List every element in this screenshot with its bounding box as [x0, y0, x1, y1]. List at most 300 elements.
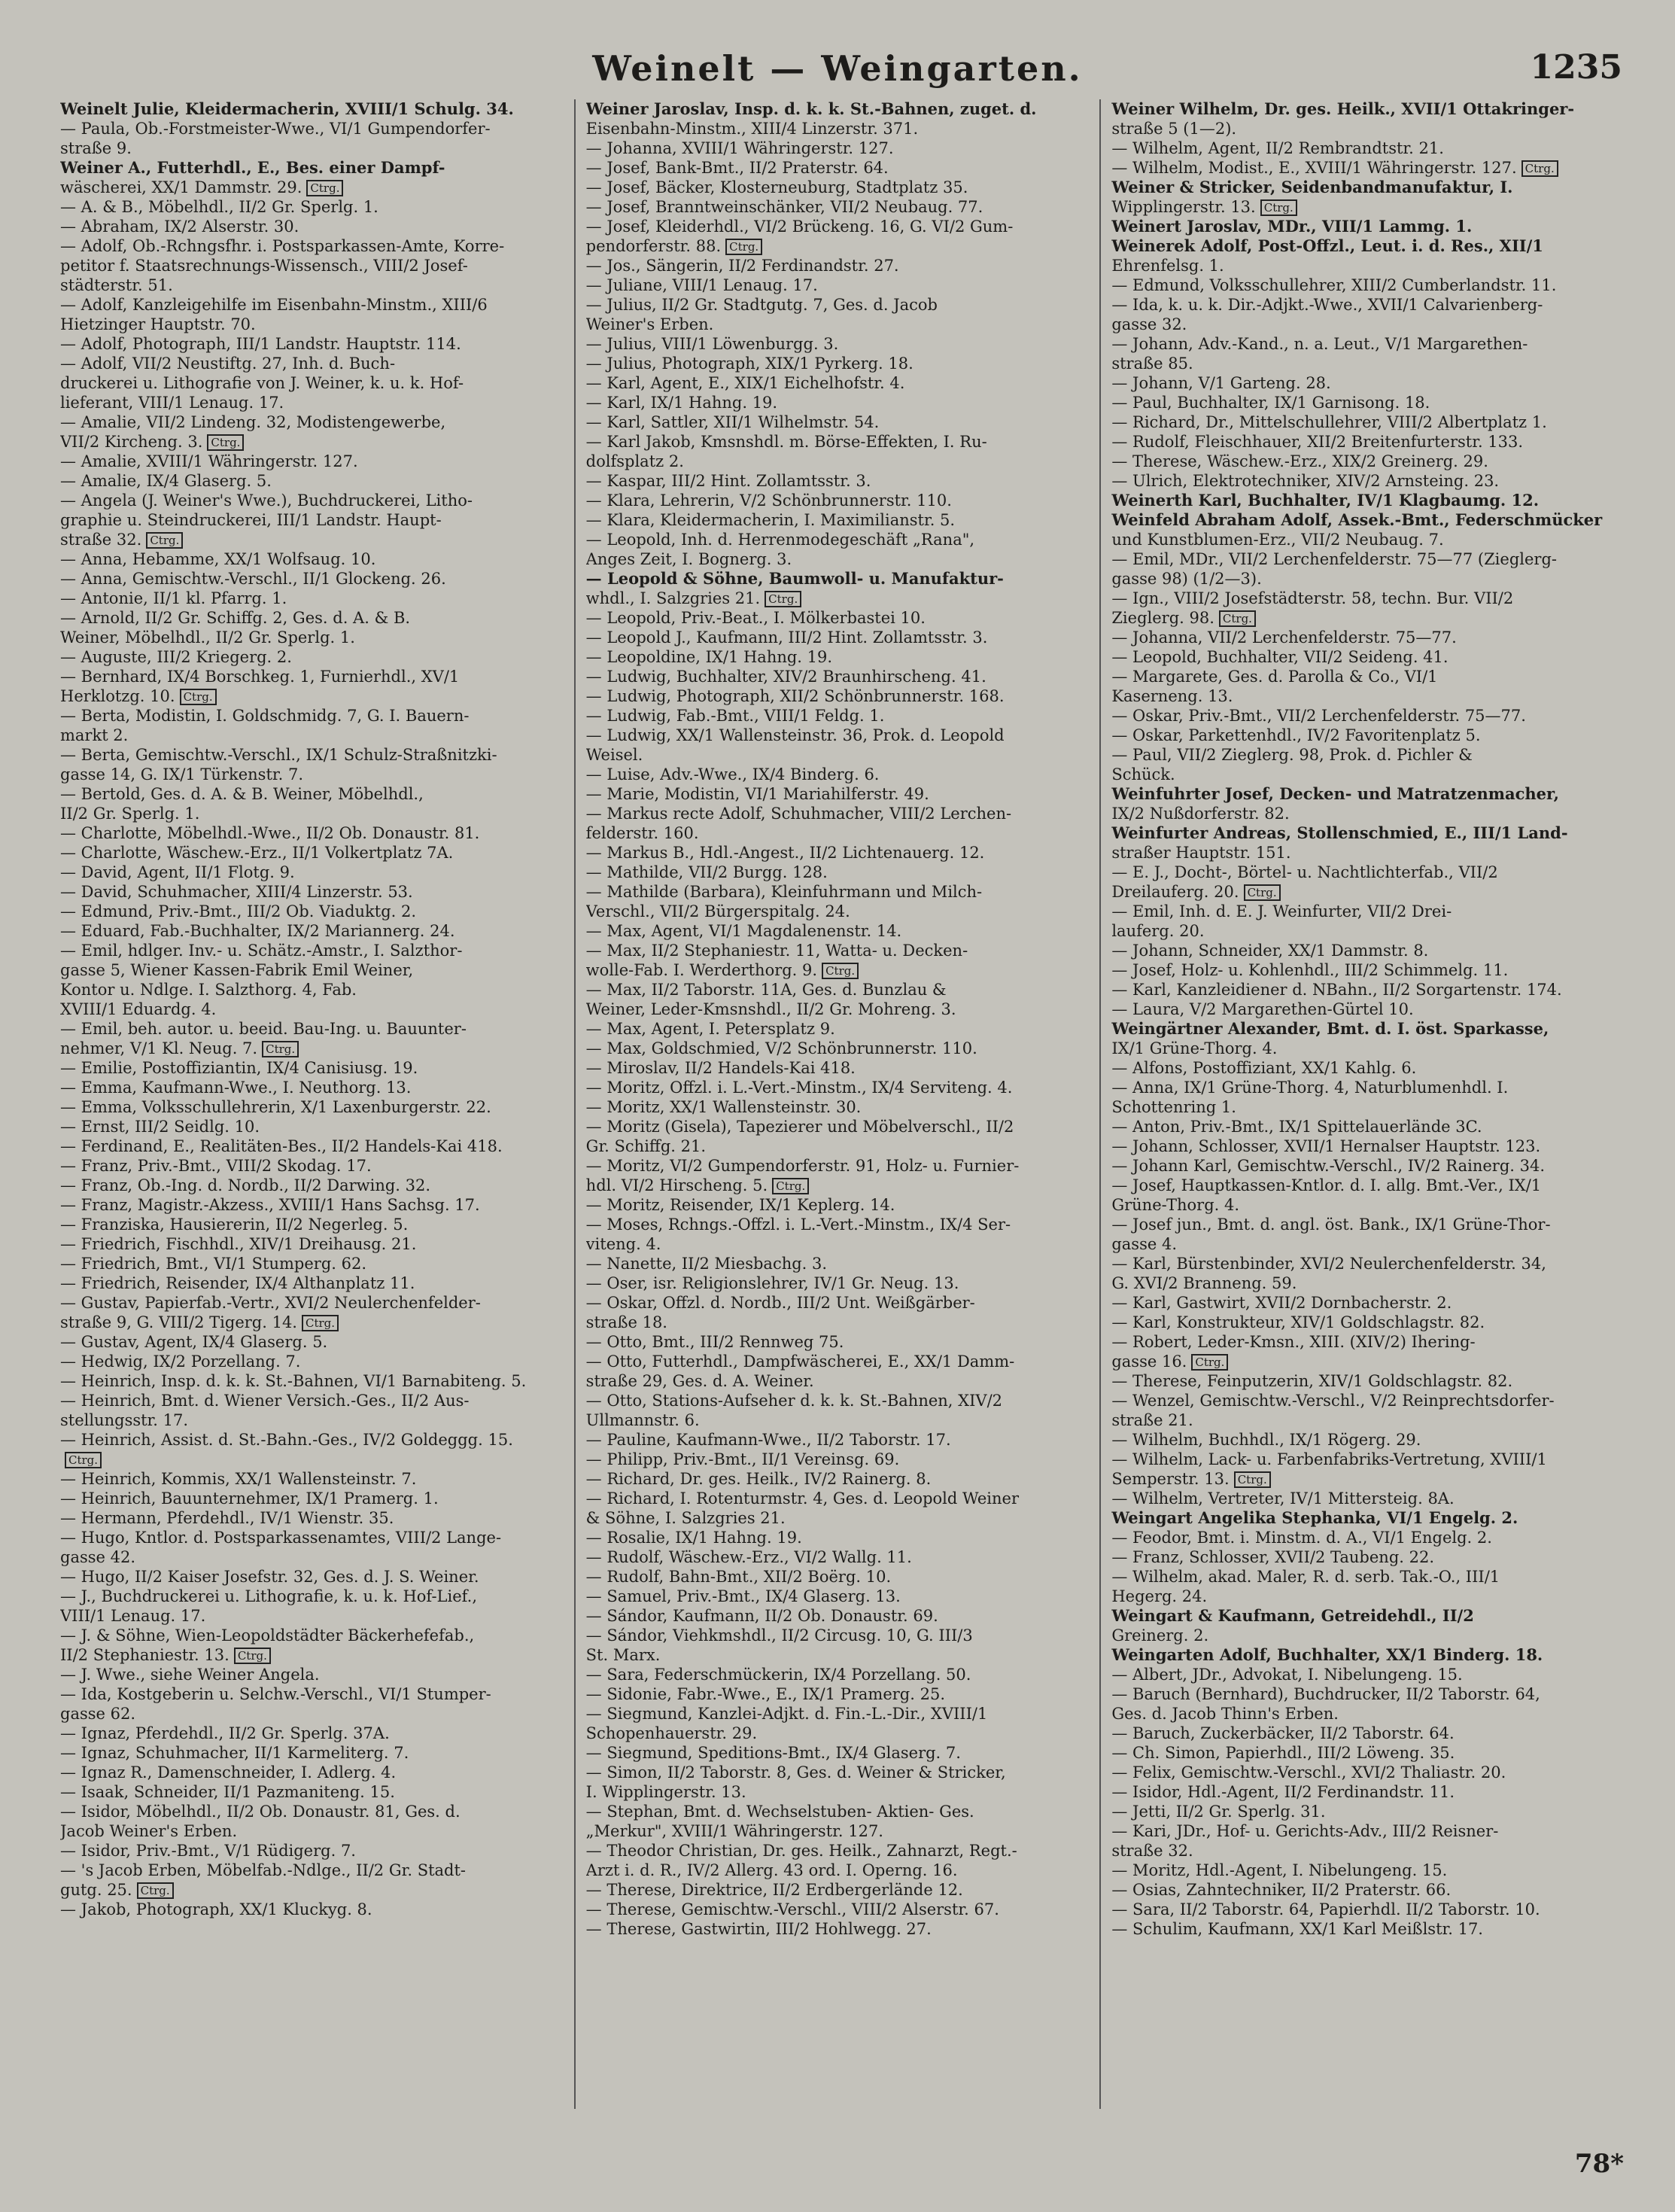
entry-text: — Edmund, Priv.-Bmt., III/2 Ob. Viaduktg. 2. [60, 902, 417, 920]
entry-line [60, 882, 564, 902]
entry-line [60, 726, 564, 745]
entry-text: — Karl, Sattler, XII/1 Wilhelmstr. 54. [585, 413, 880, 431]
entry-text: — Adolf, Photograph, III/1 Landstr. Hauptstr. 114. [60, 335, 461, 353]
entry-text: felderstr. 160. [585, 824, 699, 842]
entry-line [1111, 1587, 1615, 1606]
entry-text: gasse 5, Wiener Kassen-Fabrik Emil Weiner, [60, 961, 414, 979]
entry-line [60, 706, 564, 726]
entry-text: — Ida, Kostgeberin u. Selchw.-Verschl., VI/1 Stumper- [60, 1685, 491, 1703]
entry-line [60, 178, 564, 197]
registered-firm-badge: Ctrg. [765, 591, 801, 607]
entry-text: — Friedrich, Bmt., VI/1 Stumperg. 62. [60, 1255, 367, 1273]
entry-line [60, 1254, 564, 1273]
entry-line [60, 843, 564, 863]
entry-text: druckerei u. Lithografie von J. Weiner, k. u. k. Hof- [60, 374, 464, 392]
entry-text: — Edmund, Volksschullehrer, XIII/2 Cumberlandstr. 11. [1111, 276, 1557, 294]
entry-line [1111, 1782, 1615, 1802]
entry-line [1111, 726, 1615, 745]
entry-heading [1111, 1606, 1615, 1626]
page-number: 1235 [1530, 48, 1622, 87]
entry-text: — Klara, Lehrerin, V/2 Schönbrunnerstr. 110. [585, 491, 952, 510]
entry-text: — J. Wwe., siehe Weiner Angela. [60, 1666, 320, 1684]
entry-line [60, 1176, 564, 1195]
entry-text: gasse 32. [1111, 315, 1187, 333]
entry-text: — Pauline, Kaufmann-Wwe., II/2 Taborstr. 17. [585, 1431, 951, 1449]
entry-line [1111, 1293, 1615, 1313]
entry-text: — Sara, II/2 Taborstr. 64, Papierhdl. II/2 Taborstr. 10. [1111, 1900, 1540, 1918]
entry-line [586, 1078, 1090, 1097]
entry-line [586, 295, 1090, 315]
entry-line [586, 549, 1090, 569]
entry-text: Ullmannstr. 6. [585, 1411, 700, 1429]
entry-line [1111, 452, 1615, 471]
entry-line [586, 1215, 1090, 1234]
entry-text: — Heinrich, Bauunternehmer, IX/1 Pramerg. 1. [60, 1489, 439, 1508]
entry-line [586, 1058, 1090, 1078]
entry-text: XVIII/1 Eduardg. 4. [60, 1000, 217, 1018]
entry-text: — Philipp, Priv.-Bmt., II/1 Vereinsg. 69. [585, 1450, 900, 1468]
entry-text: — Josef, Bäcker, Klosterneuburg, Stadtplatz 35. [585, 178, 968, 196]
entry-line [586, 138, 1090, 158]
entry-text: straße 5 (1—2). [1111, 120, 1237, 138]
entry-text: — Marie, Modistin, VI/1 Mariahilferstr. 49. [585, 785, 929, 803]
entry-heading [586, 99, 1090, 119]
entry-text: IX/1 Grüne-Thorg. 4. [1111, 1039, 1278, 1057]
entry-line [586, 1508, 1090, 1528]
entry-line [586, 256, 1090, 275]
entry-text: — Ignaz, Schuhmacher, II/1 Karmeliterg. 7. [60, 1744, 409, 1762]
entry-line [60, 589, 564, 608]
entry-line [60, 1000, 564, 1019]
entry-line [586, 1450, 1090, 1469]
entry-line [60, 1117, 564, 1136]
entry-text: — Kaspar, III/2 Hint. Zollamtsstr. 3. [585, 472, 871, 490]
entry-text: — Leopold J., Kaufmann, III/2 Hint. Zollamtsstr. 3. [585, 628, 988, 647]
registered-firm-badge: Ctrg. [1219, 610, 1256, 627]
entry-line [60, 1645, 564, 1665]
entry-line [60, 1332, 564, 1352]
entry-line [1111, 1567, 1615, 1587]
entry-text: — Simon, II/2 Taborstr. 8, Ges. d. Weiner & Stricker, [585, 1763, 1006, 1781]
entry-text: — David, Agent, II/1 Flotg. 9. [60, 863, 295, 881]
entry-line [586, 1900, 1090, 1919]
entry-line [586, 1410, 1090, 1430]
entry-line [586, 1567, 1090, 1587]
entry-line [1111, 1039, 1615, 1058]
registered-firm-badge: Ctrg. [772, 1178, 809, 1194]
entry-line [1111, 1097, 1615, 1117]
entry-line [1111, 667, 1615, 686]
column-left [50, 99, 574, 2109]
entry-line [60, 1097, 564, 1117]
entry-text: — Moritz, XX/1 Wallensteinstr. 30. [585, 1098, 862, 1116]
entry-line [586, 1391, 1090, 1410]
entry-text: — Feodor, Bmt. i. Minstm. d. A., VI/1 Engelg. 2. [1111, 1529, 1492, 1547]
entry-line [586, 882, 1090, 902]
entry-line [586, 1234, 1090, 1254]
entry-line [1111, 1117, 1615, 1136]
entry-line [586, 1156, 1090, 1176]
entry-text: — Julius, VIII/1 Löwenburgg. 3. [585, 335, 839, 353]
entry-line [586, 491, 1090, 510]
entry-text: — Gustav, Agent, IX/4 Glaserg. 5. [60, 1333, 328, 1351]
entry-line [60, 1352, 564, 1371]
entry-text: — J., Buchdruckerei u. Lithografie, k. u. k. Hof-Lief., [60, 1587, 478, 1605]
entry-heading [1111, 510, 1615, 530]
registered-firm-badge: Ctrg. [725, 239, 762, 255]
entry-text: — Richard, Dr., Mittelschullehrer, VIII/2 Albertplatz 1. [1111, 413, 1547, 431]
entry-text: Weinert Jaroslav, MDr., VIII/1 Lammg. 1. [1111, 217, 1473, 236]
entry-line [586, 1724, 1090, 1743]
entry-text: straße 9. [60, 139, 132, 157]
entry-line [60, 1587, 564, 1606]
entry-text: markt 2. [60, 726, 129, 744]
entry-line [1111, 549, 1615, 569]
entry-line [586, 412, 1090, 432]
entry-text: — J. & Söhne, Wien-Leopoldstädter Bäckerhefefab., [60, 1626, 475, 1645]
entry-line [1111, 960, 1615, 980]
entry-line [586, 686, 1090, 706]
entry-line [1111, 1254, 1615, 1273]
entry-text: — Auguste, III/2 Kriegerg. 2. [60, 648, 292, 666]
entry-text: Weingarten Adolf, Buchhalter, XX/1 Binderg. 18. [1111, 1645, 1543, 1664]
entry-text: straße 18. [585, 1313, 667, 1331]
entry-text: — Laura, V/2 Margarethen-Gürtel 10. [1111, 1000, 1414, 1018]
entry-line [1111, 1391, 1615, 1410]
entry-line [586, 921, 1090, 941]
entry-text: — Leopold, Priv.-Beat., I. Mölkerbastei 10. [585, 609, 926, 627]
entry-text: — E. J., Docht-, Börtel- u. Nachtlichterfab., VII/2 [1111, 863, 1498, 881]
entry-line [1111, 1489, 1615, 1508]
entry-text: — Leopoldine, IX/1 Hahng. 19. [585, 648, 833, 666]
entry-text: — Richard, Dr. ges. Heilk., IV/2 Rainerg. 8. [585, 1470, 932, 1488]
entry-line [586, 765, 1090, 784]
entry-text: straße 32. [60, 531, 142, 549]
entry-line [1111, 765, 1615, 784]
entry-text: Ges. d. Jacob Thinn's Erben. [1111, 1705, 1339, 1723]
entry-text: — Ludwig, Fab.-Bmt., VIII/1 Feldg. 1. [585, 707, 885, 725]
entry-text: — Markus B., Hdl.-Angest., II/2 Lichtenauerg. 12. [585, 844, 985, 862]
entry-line [60, 491, 564, 510]
entry-text: wolle-Fab. I. Werderthorg. 9. [585, 961, 818, 979]
entry-line [60, 765, 564, 784]
entry-line [60, 980, 564, 1000]
entry-text: — Max, II/2 Taborstr. 11A, Ges. d. Bunzlau & [585, 981, 947, 999]
entry-line [60, 1313, 564, 1332]
entry-line [1111, 686, 1615, 706]
entry-line [586, 1626, 1090, 1645]
entry-text: — Ch. Simon, Papierhdl., III/2 Löweng. 35. [1111, 1744, 1455, 1762]
entry-line [60, 1391, 564, 1410]
registered-firm-badge: Ctrg. [1191, 1354, 1228, 1371]
entry-line [1111, 1684, 1615, 1704]
entry-line [586, 784, 1090, 804]
entry-text: — Eduard, Fab.-Buchhalter, IX/2 Mariannerg. 24. [60, 922, 455, 940]
entry-line [1111, 1900, 1615, 1919]
entry-line [586, 1254, 1090, 1273]
entry-text: Herklotzg. 10. [60, 687, 175, 705]
entry-text: — Ludwig, Buchhalter, XIV/2 Braunhirscheng. 41. [585, 668, 986, 686]
entry-line [60, 647, 564, 667]
entry-line [586, 1000, 1090, 1019]
entry-text: Semperstr. 13. [1111, 1470, 1230, 1488]
entry-line [60, 1058, 564, 1078]
entry-line [1111, 628, 1615, 647]
entry-text: — Emma, Kaufmann-Wwe., I. Neuthorg. 13. [60, 1079, 412, 1097]
entry-text: — Josef, Holz- u. Kohlenhdl., III/2 Schimmelg. 11. [1111, 961, 1509, 979]
entry-line [1111, 334, 1615, 354]
entry-text: — Samuel, Priv.-Bmt., IX/4 Glaserg. 13. [585, 1587, 901, 1605]
entry-line [60, 1410, 564, 1430]
entry-text: — Hedwig, IX/2 Porzellang. 7. [60, 1352, 301, 1371]
entry-line [1111, 1763, 1615, 1782]
entry-line [60, 1234, 564, 1254]
entry-line [1111, 119, 1615, 138]
entry-text: — Ludwig, XX/1 Wallensteinstr. 36, Prok. d. Leopold [585, 726, 1005, 744]
entry-line [586, 1743, 1090, 1763]
entry-text: — Karl, Kanzleidiener d. NBahn., II/2 Sorgartenstr. 174. [1111, 981, 1562, 999]
entry-line [60, 608, 564, 628]
entry-line [1111, 941, 1615, 960]
entry-text: — Ernst, III/2 Seidlg. 10. [60, 1118, 260, 1136]
entry-line [60, 1371, 564, 1391]
entry-line [1111, 608, 1615, 628]
entry-line [586, 1919, 1090, 1939]
entry-text: VII/2 Kircheng. 3. [60, 433, 203, 451]
entry-line [1111, 1880, 1615, 1900]
entry-text: whdl., I. Salzgries 21. [585, 589, 761, 607]
entry-line [1111, 863, 1615, 882]
registered-firm-badge: Ctrg. [306, 180, 343, 196]
entry-text: — Berta, Gemischtw.-Verschl., IX/1 Schulz-Straßnitzki- [60, 746, 497, 764]
entry-line [1111, 412, 1615, 432]
entry-text: — Stephan, Bmt. d. Wechselstuben- Aktien- Ges. [585, 1803, 974, 1821]
entry-line [1111, 1078, 1615, 1097]
entry-line [586, 1763, 1090, 1782]
entry-line [60, 1821, 564, 1841]
entry-text: — Bernhard, IX/4 Borschkeg. 1, Furnierhdl., XV/1 [60, 668, 460, 686]
entry-line [1111, 197, 1615, 217]
entry-line [60, 1880, 564, 1900]
entry-line [586, 843, 1090, 863]
entry-line [1111, 1450, 1615, 1469]
entry-line [60, 119, 564, 138]
entry-text: — Moritz, Reisender, IX/1 Keplerg. 14. [585, 1196, 895, 1214]
entry-line [586, 530, 1090, 549]
entry-line [586, 1313, 1090, 1332]
entry-text: — Leopold, Buchhalter, VII/2 Seideng. 41. [1111, 648, 1449, 666]
entry-text: — Klara, Kleidermacherin, I. Maximilianstr. 5. [585, 511, 956, 529]
entry-text: — Theodor Christian, Dr. ges. Heilk., Zahnarzt, Regt.- [585, 1842, 1017, 1860]
entry-text: Weiner A., Futterhdl., E., Bes. einer Dampf- [60, 158, 445, 177]
entry-text: — Heinrich, Insp. d. k. k. St.-Bahnen, VI/1 Barnabiteng. 5. [60, 1372, 527, 1390]
registered-firm-badge: Ctrg. [207, 434, 244, 451]
entry-text: Hietzinger Hauptstr. 70. [60, 315, 256, 333]
entry-text: — Otto, Futterhdl., Dampfwäscherei, E., XX/1 Damm- [585, 1352, 1015, 1371]
entry-line [1111, 569, 1615, 589]
entry-text: Greinerg. 2. [1111, 1626, 1209, 1645]
entry-heading [1111, 491, 1615, 510]
entry-line [1111, 1626, 1615, 1645]
entry-text: — Mathilde (Barbara), Kleinfuhrmann und Milch- [585, 883, 983, 901]
entry-text: straßer Hauptstr. 151. [1111, 844, 1291, 862]
entry-text: städterstr. 51. [60, 276, 173, 294]
entry-line [60, 902, 564, 921]
entry-line [586, 1802, 1090, 1821]
entry-line [586, 1039, 1090, 1058]
entry-text: — Schulim, Kaufmann, XX/1 Karl Meißlstr. 17. [1111, 1920, 1483, 1938]
entry-text: — Markus recte Adolf, Schuhmacher, VIII/2 Lerchen- [585, 805, 1012, 823]
entry-text: — Felix, Gemischtw.-Verschl., XVI/2 Thaliastr. 20. [1111, 1763, 1506, 1781]
entry-text: — Abraham, IX/2 Alserstr. 30. [60, 218, 299, 236]
entry-text: — Oskar, Priv.-Bmt., VII/2 Lerchenfelderstr. 75—77. [1111, 707, 1526, 725]
entry-line [60, 1861, 564, 1880]
entry-line [586, 1587, 1090, 1606]
entry-text: — Josef, Branntweinschänker, VII/2 Neubaug. 77. [585, 198, 983, 216]
entry-line [586, 1019, 1090, 1039]
column-right [1099, 99, 1625, 2109]
entry-line [1111, 432, 1615, 452]
entry-text: Weingart Angelika Stephanka, VI/1 Engelg. 2. [1111, 1508, 1518, 1527]
entry-text: — Josef, Bank-Bmt., II/2 Praterstr. 64. [585, 159, 889, 177]
entry-text: — Emil, beh. autor. u. beeid. Bau-Ing. u. Bauunter- [60, 1020, 467, 1038]
entry-line [1111, 1802, 1615, 1821]
entry-line [586, 1489, 1090, 1508]
entry-line [60, 1078, 564, 1097]
entry-text: — Friedrich, Fischhdl., XIV/1 Dreihausg. 21. [60, 1235, 417, 1253]
entry-line [60, 138, 564, 158]
entry-text: — Max, Agent, I. Petersplatz 9. [585, 1020, 835, 1038]
entry-line [60, 432, 564, 452]
entry-text: — Isaak, Schneider, II/1 Pazmaniteng. 15. [60, 1783, 395, 1801]
running-title: Weinelt — Weingarten. [592, 48, 1083, 89]
entry-line [1111, 1861, 1615, 1880]
entry-text: — Emma, Volksschullehrerin, X/1 Laxenburgerstr. 22. [60, 1098, 491, 1116]
entry-text: hdl. VI/2 Hirscheng. 5. [585, 1176, 768, 1194]
entry-text: Verschl., VII/2 Bürgerspitalg. 24. [585, 902, 850, 920]
entry-text: — Amalie, IX/4 Glaserg. 5. [60, 472, 272, 490]
entry-text: — Moritz (Gisela), Tapezierer und Möbelverschl., II/2 [585, 1118, 1014, 1136]
entry-line [1111, 1176, 1615, 1195]
entry-line [60, 823, 564, 843]
entry-line [1111, 1704, 1615, 1724]
entry-line [60, 1156, 564, 1176]
entry-text: — Bertold, Ges. d. A. & B. Weiner, Möbelhdl., [60, 785, 424, 803]
entry-line [586, 1880, 1090, 1900]
entry-line [586, 628, 1090, 647]
entry-text: — Charlotte, Möbelhdl.-Wwe., II/2 Ob. Donaustr. 81. [60, 824, 480, 842]
entry-text: — Paula, Ob.-Forstmeister-Wwe., VI/1 Gumpendorfer- [60, 120, 491, 138]
entry-line [1111, 1273, 1615, 1293]
entry-line [586, 236, 1090, 256]
entry-line [1111, 1469, 1615, 1489]
registered-firm-badge: Ctrg. [1260, 199, 1297, 216]
entry-line [586, 745, 1090, 765]
entry-line [586, 647, 1090, 667]
entry-line [1111, 256, 1615, 275]
entry-line [1111, 373, 1615, 393]
entry-line [60, 334, 564, 354]
entry-text: — Wilhelm, akad. Maler, R. d. serb. Tak.-O., III/1 [1111, 1568, 1500, 1586]
entry-line [586, 1176, 1090, 1195]
entry-line [586, 471, 1090, 491]
entry-line [586, 726, 1090, 745]
entry-line [60, 354, 564, 373]
entry-text: Weinfeld Abraham Adolf, Assek.-Bmt., Federschmücker [1111, 510, 1603, 529]
signature-mark: 78* [1574, 2149, 1624, 2179]
registered-firm-badge: Ctrg. [1234, 1471, 1271, 1488]
entry-text: — Friedrich, Reisender, IX/4 Althanplatz 11. [60, 1274, 415, 1292]
entry-text: Weiner, Leder-Kmsnshdl., II/2 Gr. Mohreng. 3. [585, 1000, 956, 1018]
entry-line [1111, 804, 1615, 823]
entry-text: — Ludwig, Photograph, XII/2 Schönbrunnerstr. 168. [585, 687, 1005, 705]
entry-line [60, 236, 564, 256]
entry-text: G. XVI/2 Branneng. 59. [1111, 1274, 1297, 1292]
entry-text: — Baruch, Zuckerbäcker, II/2 Taborstr. 64. [1111, 1724, 1455, 1742]
entry-line [586, 432, 1090, 452]
entry-text: — Ignaz, Pferdehdl., II/2 Gr. Sperlg. 37A. [60, 1724, 390, 1742]
entry-text: — Ida, k. u. k. Dir.-Adjkt.-Wwe., XVII/1 Calvarienberg- [1111, 296, 1543, 314]
entry-line [60, 1195, 564, 1215]
entry-line [1111, 902, 1615, 921]
entry-text: — Wilhelm, Modist., E., XVIII/1 Währingerstr. 127. [1111, 159, 1517, 177]
entry-text: lieferant, VIII/1 Lenaug. 17. [60, 394, 284, 412]
entry-text: — Franz, Ob.-Ing. d. Nordb., II/2 Darwing. 32. [60, 1176, 431, 1194]
entry-line [1111, 1528, 1615, 1547]
entry-heading [1111, 784, 1615, 804]
entry-line [1111, 589, 1615, 608]
entry-line [1111, 1332, 1615, 1352]
registered-firm-badge: Ctrg. [137, 1882, 174, 1899]
entry-text: — Hermann, Pferdehdl., IV/1 Wienstr. 35. [60, 1509, 394, 1527]
registered-firm-badge: Ctrg. [65, 1452, 102, 1468]
entry-line [1111, 1724, 1615, 1743]
entry-line [60, 256, 564, 275]
entry-text: — Johanna, VII/2 Lerchenfelderstr. 75—77. [1111, 628, 1457, 647]
entry-text: — Moritz, Offzl. i. L.-Vert.-Minstm., IX/4 Serviteng. 4. [585, 1079, 1013, 1097]
entry-line [1111, 315, 1615, 334]
entry-line [586, 119, 1090, 138]
entry-text: straße 9, G. VIII/2 Tigerg. 14. [60, 1313, 297, 1331]
entry-text: Weinerth Karl, Buchhalter, IV/1 Klagbaumg. 12. [1111, 491, 1540, 510]
entry-text: und Kunstblumen-Erz., VII/2 Neubaug. 7. [1111, 531, 1444, 549]
entry-text: — Johann, Schneider, XX/1 Dammstr. 8. [1111, 942, 1429, 960]
entry-text: — Moritz, Hdl.-Agent, I. Nibelungeng. 15. [1111, 1861, 1448, 1879]
entry-text: Weiner Wilhelm, Dr. ges. Heilk., XVII/1 Ottakringer- [1111, 99, 1575, 118]
entry-text: — Otto, Stations-Aufseher d. k. k. St.-Bahnen, XIV/2 [585, 1392, 1003, 1410]
entry-line [1111, 1058, 1615, 1078]
entry-line [586, 158, 1090, 178]
entry-text: — Siegmund, Speditions-Bmt., IX/4 Glaserg. 7. [585, 1744, 961, 1762]
registered-firm-badge: Ctrg. [262, 1041, 299, 1057]
entry-line [586, 823, 1090, 843]
entry-line [60, 1606, 564, 1626]
entry-text: — Ferdinand, E., Realitäten-Bes., II/2 Handels-Kai 418. [60, 1137, 503, 1155]
entry-text: — Heinrich, Bmt. d. Wiener Versich.-Ges., II/2 Aus- [60, 1392, 470, 1410]
entry-line [586, 1528, 1090, 1547]
entry-line [586, 1841, 1090, 1861]
entry-text: — Mathilde, VII/2 Burgg. 128. [585, 863, 828, 881]
entry-line [60, 1763, 564, 1782]
entry-text: — Oser, isr. Religionslehrer, IV/1 Gr. Neug. 13. [585, 1274, 959, 1292]
entry-line [60, 1900, 564, 1919]
entry-line [60, 1567, 564, 1587]
entry-text: gasse 62. [60, 1705, 136, 1723]
entry-line [60, 784, 564, 804]
entry-line [586, 354, 1090, 373]
entry-text: — Ignaz R., Damenschneider, I. Adlerg. 4. [60, 1763, 397, 1781]
entry-line [1111, 1743, 1615, 1763]
